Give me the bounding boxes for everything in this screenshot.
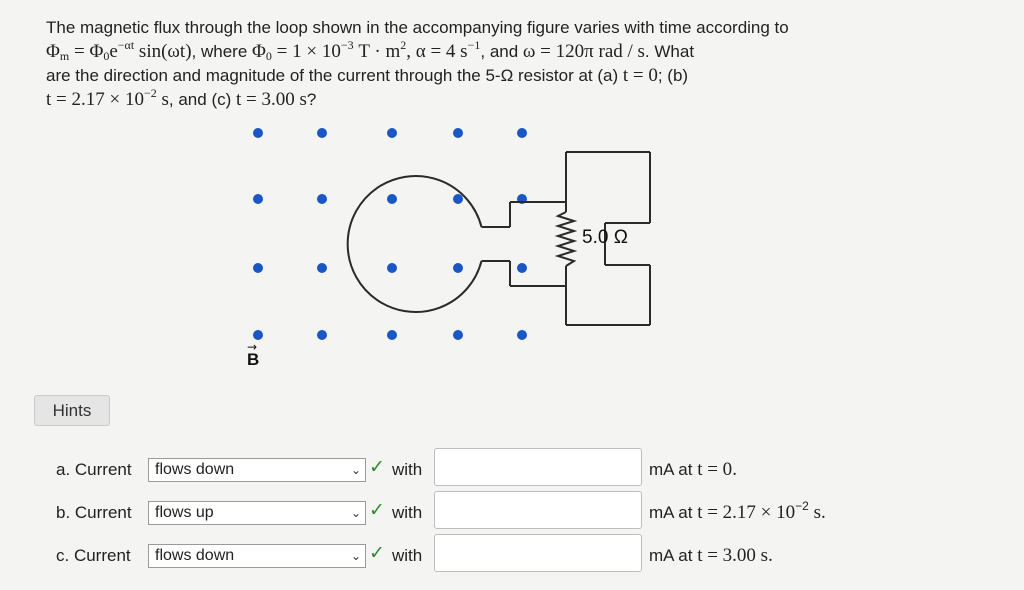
magnetic-field-dots xyxy=(253,128,527,340)
problem-statement xyxy=(46,16,946,112)
hints-button[interactable]: Hints xyxy=(34,395,110,426)
field-label: B xyxy=(247,350,260,369)
chevron-down-icon: ⌄ xyxy=(350,506,361,520)
unit-label-a: mA at t = 0. xyxy=(649,459,737,480)
row-label: a. Current xyxy=(56,460,132,479)
direction-select-b[interactable]: flows up ⌄ xyxy=(148,501,366,525)
row-label: c. Current xyxy=(56,546,131,565)
row-label: b. Current xyxy=(56,503,132,522)
problem-line-3: are the direction and magnitude of the current through the 5-Ω resistor at (a) t = 0; (b) xyxy=(46,65,689,86)
chevron-down-icon: ⌄ xyxy=(350,463,361,477)
field-arrow-icon: → xyxy=(247,340,258,354)
magnitude-input-b[interactable] xyxy=(434,491,642,529)
magnitude-input-c[interactable] xyxy=(434,534,642,572)
chevron-down-icon: ⌄ xyxy=(350,549,361,563)
loop-figure xyxy=(230,115,750,380)
with-label: with xyxy=(392,460,423,479)
unit-label-b: mA at $t = 2.17 \times 10^{-2}$ s. xyxy=(649,499,826,523)
check-icon: ✓ xyxy=(369,457,385,478)
unit-label-c: mA at t = 3.00 s. xyxy=(649,545,773,566)
answer-row-b xyxy=(0,498,1024,528)
with-label: with xyxy=(392,546,423,565)
problem-line-1: The magnetic flux through the loop shown in the accompanying figure varies with time according to xyxy=(46,18,789,37)
direction-select-a[interactable]: flows down ⌄ xyxy=(148,458,366,482)
answer-row-a xyxy=(0,455,1024,485)
direction-select-c[interactable]: flows down ⌄ xyxy=(148,544,366,568)
answer-row-c xyxy=(0,541,1024,571)
with-label: with xyxy=(392,503,423,522)
problem-line-2: $\Phi_m = \Phi_0e^{-\alpha t}$ sin(ωt), where $\Phi_0 = 1 \times 10^{-3}$ $T \cdot m^2$, α = 4 $s^{-1}$, and ω = 120π rad / s. What xyxy=(46,38,695,63)
check-icon: ✓ xyxy=(369,500,385,521)
problem-line-4: $t = 2.17 \times 10^{-2}$ s, and (c) t = 3.00 s? xyxy=(46,86,317,110)
resistor-symbol xyxy=(558,212,574,266)
check-icon: ✓ xyxy=(369,543,385,564)
magnitude-input-a[interactable] xyxy=(434,448,642,486)
resistor-label: 5.0 Ω xyxy=(582,227,628,248)
